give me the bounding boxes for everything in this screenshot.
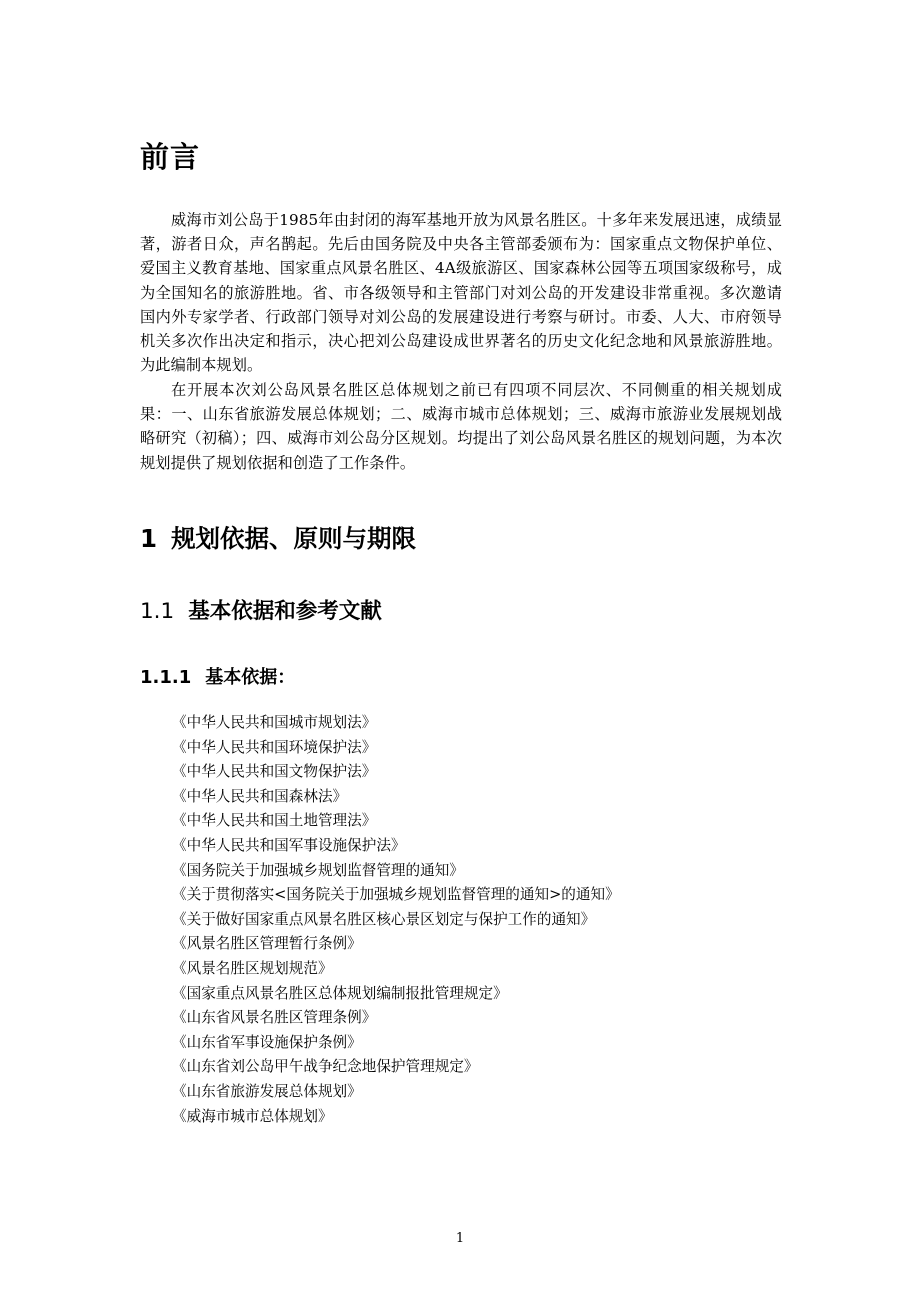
list-item: 《风景名胜区管理暂行条例》 — [172, 935, 362, 953]
chapter-heading — [140, 522, 416, 556]
basis-document-list — [172, 711, 620, 1129]
chapter-title: 规划依据、原则与期限 — [171, 524, 417, 553]
list-item: 《中华人民共和国军事设施保护法》 — [172, 836, 406, 854]
subsection-title: 基本依据： — [205, 667, 296, 688]
list-item: 《中华人民共和国森林法》 — [172, 787, 348, 805]
list-item: 《威海市城市总体规划》 — [172, 1107, 333, 1125]
subsection-heading — [140, 664, 295, 692]
preface-paragraph-1: 威海市刘公岛于1985年由封闭的海军基地开放为风景名胜区。十多年来发展迅速，成绩显著，游者日众，声名鹊起。先后由国务院及中央各主管部委颁布为：国家重点文物保护单位、爱国主义教育基地、国家重点风景名胜区、4A级旅游区、国家森林公园等五项国家级称号，成为全国知名的旅游胜地。省、市各级领导和主管部门对刘公岛的开发建设非常重视。多次邀请国内外专家学者、行政部门领导对刘公岛的发展建设进行考察与研讨。市委、人大、市府领导机关多次作出决定和指示，决心把刘公岛建设成世界著名的历史文化纪念地和风景旅游胜地。为此编制本规划。 — [140, 211, 782, 375]
list-item: 《中华人民共和国土地管理法》 — [172, 812, 377, 830]
list-item: 《中华人民共和国文物保护法》 — [172, 763, 377, 781]
preface-heading: 前言 — [140, 140, 201, 174]
section-title: 基本依据和参考文献 — [188, 599, 382, 624]
list-item: 《关于贯彻落实<国务院关于加强城乡规划监督管理的通知>的通知》 — [172, 886, 620, 904]
list-item: 《关于做好国家重点风景名胜区核心景区划定与保护工作的通知》 — [172, 910, 596, 928]
section-heading — [140, 597, 382, 627]
list-item: 《国家重点风景名胜区总体规划编制报批管理规定》 — [172, 984, 508, 1002]
list-item: 《山东省刘公岛甲午战争纪念地保护管理规定》 — [172, 1058, 479, 1076]
list-item: 《山东省军事设施保护条例》 — [172, 1033, 362, 1051]
subsection-number: 1.1.1 — [140, 667, 192, 688]
preface-paragraph-2: 在开展本次刘公岛风景名胜区总体规划之前已有四项不同层次、不同侧重的相关规划成果：一、山东省旅游发展总体规划；二、威海市城市总体规划；三、威海市旅游业发展规划战略研究（初稿）；四、威海市刘公岛分区规划。均提出了刘公岛风景名胜区的规划问题，为本次规划提供了规划依据和创造了工作条件。 — [140, 381, 782, 472]
list-item: 《山东省旅游发展总体规划》 — [172, 1082, 362, 1100]
chapter-number: 1 — [140, 524, 158, 553]
list-item: 《山东省风景名胜区管理条例》 — [172, 1009, 377, 1027]
list-item: 《国务院关于加强城乡规划监督管理的通知》 — [172, 861, 464, 879]
list-item: 《中华人民共和国环境保护法》 — [172, 738, 377, 756]
list-item: 《中华人民共和国城市规划法》 — [172, 714, 377, 731]
section-number: 1.1 — [140, 599, 175, 624]
page-number: 1 — [455, 1231, 465, 1246]
list-item: 《风景名胜区规划规范》 — [172, 959, 333, 977]
